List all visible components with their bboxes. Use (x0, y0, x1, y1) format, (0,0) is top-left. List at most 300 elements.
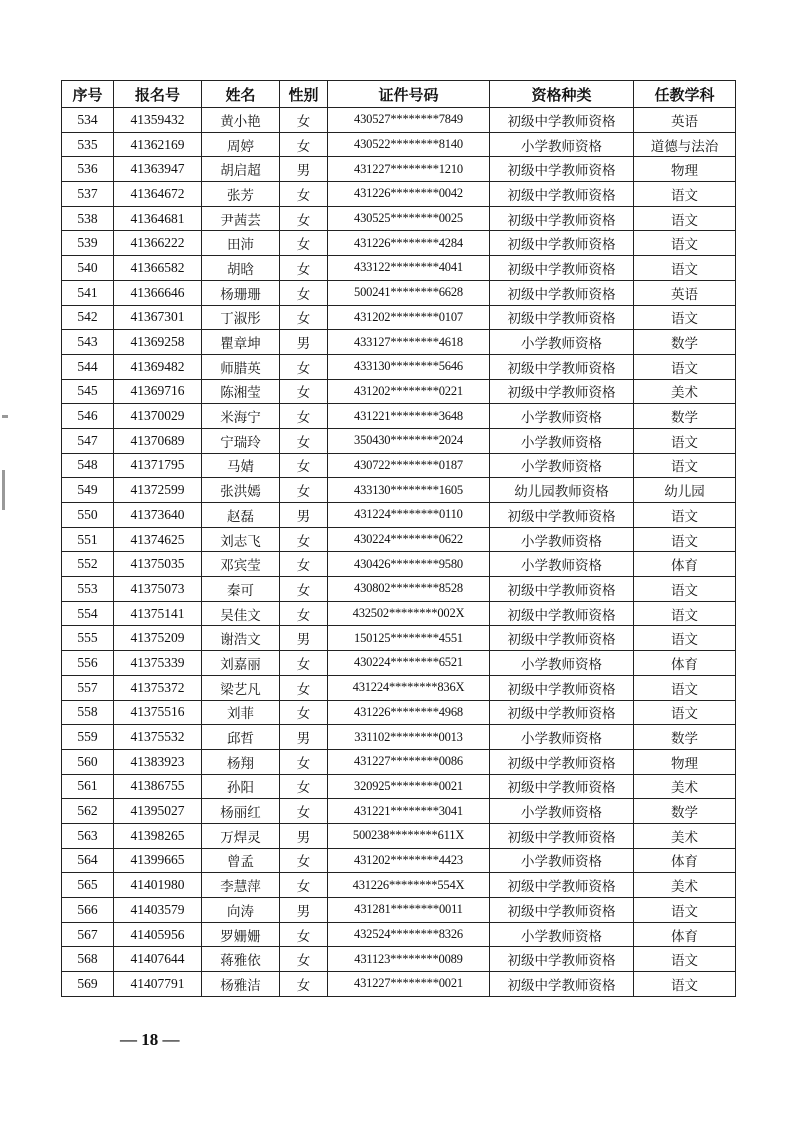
table-row (62, 898, 736, 923)
cell-id-number: 431202********0221 (328, 379, 490, 404)
cell-serial: 548 (62, 453, 114, 478)
cell-subject: 体育 (634, 552, 736, 577)
cell-qualification-type: 初级中学教师资格 (490, 749, 634, 774)
cell-qualification-type: 小学教师资格 (490, 330, 634, 355)
cell-qualification-type: 初级中学教师资格 (490, 823, 634, 848)
table-row (62, 182, 736, 207)
cell-id-number: 430802********8528 (328, 577, 490, 602)
cell-gender: 女 (280, 280, 328, 305)
cell-gender: 女 (280, 774, 328, 799)
cell-qualification-type: 小学教师资格 (490, 848, 634, 873)
cell-name: 尹茜芸 (202, 206, 280, 231)
table-row (62, 157, 736, 182)
cell-id-number: 431227********0021 (328, 972, 490, 997)
cell-qualification-type: 小学教师资格 (490, 404, 634, 429)
cell-subject: 英语 (634, 108, 736, 133)
cell-name: 周婷 (202, 132, 280, 157)
cell-serial: 568 (62, 947, 114, 972)
cell-name: 邓宾莹 (202, 552, 280, 577)
cell-gender: 男 (280, 898, 328, 923)
cell-registration-number: 41374625 (114, 527, 202, 552)
cell-serial: 536 (62, 157, 114, 182)
cell-gender: 女 (280, 972, 328, 997)
cell-name: 邱哲 (202, 725, 280, 750)
cell-name: 杨丽红 (202, 799, 280, 824)
cell-qualification-type: 初级中学教师资格 (490, 379, 634, 404)
cell-subject: 语文 (634, 527, 736, 552)
cell-qualification-type: 初级中学教师资格 (490, 626, 634, 651)
table-row (62, 503, 736, 528)
cell-qualification-type: 初级中学教师资格 (490, 280, 634, 305)
table-row (62, 577, 736, 602)
cell-serial: 547 (62, 428, 114, 453)
cell-registration-number: 41399665 (114, 848, 202, 873)
cell-id-number: 430527********7849 (328, 108, 490, 133)
cell-gender: 女 (280, 478, 328, 503)
scan-margin-mark (2, 415, 8, 418)
cell-id-number: 431224********836X (328, 675, 490, 700)
cell-id-number: 431226********0042 (328, 182, 490, 207)
page-number: — 18 — (120, 1030, 180, 1049)
header-registration-number: 报名号 (114, 81, 202, 108)
cell-qualification-type: 小学教师资格 (490, 922, 634, 947)
cell-qualification-type: 小学教师资格 (490, 132, 634, 157)
cell-serial: 541 (62, 280, 114, 305)
cell-qualification-type: 小学教师资格 (490, 527, 634, 552)
table-row (62, 799, 736, 824)
table-row (62, 231, 736, 256)
cell-registration-number: 41359432 (114, 108, 202, 133)
cell-registration-number: 41366222 (114, 231, 202, 256)
cell-gender: 女 (280, 577, 328, 602)
cell-id-number: 432524********8326 (328, 922, 490, 947)
cell-qualification-type: 初级中学教师资格 (490, 873, 634, 898)
table-row (62, 725, 736, 750)
cell-subject: 体育 (634, 922, 736, 947)
cell-id-number: 431202********4423 (328, 848, 490, 873)
cell-id-number: 431224********0110 (328, 503, 490, 528)
cell-subject: 语文 (634, 231, 736, 256)
cell-name: 瞿章坤 (202, 330, 280, 355)
cell-gender: 男 (280, 330, 328, 355)
cell-serial: 569 (62, 972, 114, 997)
cell-id-number: 430525********0025 (328, 206, 490, 231)
table-row (62, 601, 736, 626)
cell-registration-number: 41407644 (114, 947, 202, 972)
cell-serial: 566 (62, 898, 114, 923)
table-row (62, 108, 736, 133)
table-row (62, 453, 736, 478)
cell-subject: 英语 (634, 280, 736, 305)
cell-registration-number: 41366646 (114, 280, 202, 305)
cell-qualification-type: 小学教师资格 (490, 453, 634, 478)
cell-registration-number: 41407791 (114, 972, 202, 997)
cell-registration-number: 41375209 (114, 626, 202, 651)
cell-gender: 男 (280, 626, 328, 651)
cell-id-number: 431226********554X (328, 873, 490, 898)
cell-qualification-type: 初级中学教师资格 (490, 231, 634, 256)
cell-subject: 语文 (634, 700, 736, 725)
cell-registration-number: 41383923 (114, 749, 202, 774)
cell-qualification-type: 小学教师资格 (490, 428, 634, 453)
header-qualification-type: 资格种类 (490, 81, 634, 108)
cell-name: 梁艺凡 (202, 675, 280, 700)
cell-qualification-type: 初级中学教师资格 (490, 601, 634, 626)
cell-gender: 女 (280, 453, 328, 478)
cell-subject: 物理 (634, 749, 736, 774)
cell-name: 万焊灵 (202, 823, 280, 848)
cell-gender: 女 (280, 651, 328, 676)
header-subject: 任教学科 (634, 81, 736, 108)
cell-qualification-type: 幼儿园教师资格 (490, 478, 634, 503)
cell-serial: 562 (62, 799, 114, 824)
cell-subject: 语文 (634, 947, 736, 972)
table-row (62, 478, 736, 503)
cell-name: 丁淑彤 (202, 305, 280, 330)
cell-id-number: 430722********0187 (328, 453, 490, 478)
cell-subject: 幼儿园 (634, 478, 736, 503)
cell-id-number: 150125********4551 (328, 626, 490, 651)
cell-qualification-type: 初级中学教师资格 (490, 256, 634, 281)
cell-registration-number: 41364672 (114, 182, 202, 207)
cell-qualification-type: 初级中学教师资格 (490, 354, 634, 379)
cell-registration-number: 41395027 (114, 799, 202, 824)
cell-qualification-type: 小学教师资格 (490, 651, 634, 676)
cell-name: 张芳 (202, 182, 280, 207)
cell-gender: 女 (280, 873, 328, 898)
cell-subject: 语文 (634, 305, 736, 330)
cell-id-number: 433130********5646 (328, 354, 490, 379)
table-row (62, 132, 736, 157)
table-row (62, 379, 736, 404)
table-row (62, 651, 736, 676)
cell-subject: 数学 (634, 799, 736, 824)
cell-name: 田沛 (202, 231, 280, 256)
cell-name: 马婧 (202, 453, 280, 478)
cell-id-number: 433122********4041 (328, 256, 490, 281)
table-header-row (62, 81, 736, 108)
cell-qualification-type: 初级中学教师资格 (490, 503, 634, 528)
cell-qualification-type: 初级中学教师资格 (490, 972, 634, 997)
table-row (62, 873, 736, 898)
cell-serial: 557 (62, 675, 114, 700)
table-row (62, 626, 736, 651)
cell-id-number: 331102********0013 (328, 725, 490, 750)
table-row (62, 675, 736, 700)
cell-qualification-type: 初级中学教师资格 (490, 898, 634, 923)
table-row (62, 354, 736, 379)
cell-name: 张洪嫣 (202, 478, 280, 503)
cell-id-number: 432502********002X (328, 601, 490, 626)
cell-subject: 美术 (634, 823, 736, 848)
cell-id-number: 500241********6628 (328, 280, 490, 305)
cell-name: 刘志飞 (202, 527, 280, 552)
table-row (62, 749, 736, 774)
cell-registration-number: 41375035 (114, 552, 202, 577)
table-row (62, 774, 736, 799)
cell-name: 陈湘莹 (202, 379, 280, 404)
cell-subject: 美术 (634, 873, 736, 898)
cell-registration-number: 41386755 (114, 774, 202, 799)
cell-qualification-type: 小学教师资格 (490, 799, 634, 824)
cell-subject: 数学 (634, 330, 736, 355)
cell-id-number: 431227********1210 (328, 157, 490, 182)
cell-gender: 女 (280, 552, 328, 577)
cell-registration-number: 41371795 (114, 453, 202, 478)
cell-gender: 男 (280, 725, 328, 750)
cell-serial: 553 (62, 577, 114, 602)
cell-id-number: 430426********9580 (328, 552, 490, 577)
cell-serial: 556 (62, 651, 114, 676)
cell-gender: 女 (280, 749, 328, 774)
cell-serial: 555 (62, 626, 114, 651)
cell-id-number: 500238********611X (328, 823, 490, 848)
cell-serial: 549 (62, 478, 114, 503)
cell-gender: 女 (280, 354, 328, 379)
cell-serial: 554 (62, 601, 114, 626)
cell-registration-number: 41364681 (114, 206, 202, 231)
cell-qualification-type: 初级中学教师资格 (490, 305, 634, 330)
cell-subject: 体育 (634, 848, 736, 873)
cell-gender: 女 (280, 428, 328, 453)
cell-serial: 540 (62, 256, 114, 281)
cell-name: 蒋雅依 (202, 947, 280, 972)
cell-id-number: 431281********0011 (328, 898, 490, 923)
cell-name: 刘嘉丽 (202, 651, 280, 676)
cell-qualification-type: 初级中学教师资格 (490, 206, 634, 231)
cell-serial: 560 (62, 749, 114, 774)
cell-serial: 565 (62, 873, 114, 898)
cell-subject: 语文 (634, 972, 736, 997)
table-row (62, 404, 736, 429)
cell-name: 米海宁 (202, 404, 280, 429)
cell-qualification-type: 初级中学教师资格 (490, 577, 634, 602)
cell-subject: 语文 (634, 601, 736, 626)
cell-gender: 女 (280, 182, 328, 207)
cell-gender: 女 (280, 231, 328, 256)
cell-registration-number: 41375073 (114, 577, 202, 602)
cell-registration-number: 41373640 (114, 503, 202, 528)
table-row (62, 972, 736, 997)
cell-serial: 552 (62, 552, 114, 577)
cell-id-number: 431202********0107 (328, 305, 490, 330)
cell-id-number: 431227********0086 (328, 749, 490, 774)
cell-gender: 女 (280, 799, 328, 824)
table-row (62, 527, 736, 552)
table-row (62, 823, 736, 848)
table-body (62, 108, 736, 997)
cell-subject: 道德与法治 (634, 132, 736, 157)
cell-name: 向涛 (202, 898, 280, 923)
cell-name: 刘菲 (202, 700, 280, 725)
cell-serial: 537 (62, 182, 114, 207)
cell-subject: 语文 (634, 577, 736, 602)
cell-registration-number: 41375532 (114, 725, 202, 750)
cell-name: 杨珊珊 (202, 280, 280, 305)
cell-gender: 女 (280, 700, 328, 725)
cell-registration-number: 41401980 (114, 873, 202, 898)
cell-subject: 美术 (634, 774, 736, 799)
cell-id-number: 433127********4618 (328, 330, 490, 355)
table-row (62, 947, 736, 972)
cell-serial: 545 (62, 379, 114, 404)
cell-gender: 女 (280, 404, 328, 429)
cell-subject: 语文 (634, 675, 736, 700)
cell-registration-number: 41362169 (114, 132, 202, 157)
cell-subject: 语文 (634, 206, 736, 231)
cell-name: 秦可 (202, 577, 280, 602)
cell-gender: 男 (280, 503, 328, 528)
cell-subject: 语文 (634, 428, 736, 453)
cell-registration-number: 41363947 (114, 157, 202, 182)
cell-subject: 语文 (634, 453, 736, 478)
cell-gender: 女 (280, 601, 328, 626)
cell-subject: 语文 (634, 626, 736, 651)
cell-name: 孙阳 (202, 774, 280, 799)
cell-subject: 数学 (634, 725, 736, 750)
cell-gender: 女 (280, 132, 328, 157)
cell-name: 杨翔 (202, 749, 280, 774)
header-name: 姓名 (202, 81, 280, 108)
header-gender: 性别 (280, 81, 328, 108)
cell-gender: 男 (280, 823, 328, 848)
table-row (62, 305, 736, 330)
cell-name: 曾孟 (202, 848, 280, 873)
cell-qualification-type: 初级中学教师资格 (490, 108, 634, 133)
cell-registration-number: 41372599 (114, 478, 202, 503)
cell-id-number: 433130********1605 (328, 478, 490, 503)
cell-name: 胡启超 (202, 157, 280, 182)
cell-serial: 535 (62, 132, 114, 157)
registration-table (61, 80, 736, 997)
scan-margin-mark (2, 470, 5, 510)
cell-serial: 558 (62, 700, 114, 725)
table-row (62, 700, 736, 725)
cell-gender: 女 (280, 379, 328, 404)
cell-registration-number: 41370689 (114, 428, 202, 453)
table-row (62, 428, 736, 453)
cell-subject: 物理 (634, 157, 736, 182)
cell-registration-number: 41367301 (114, 305, 202, 330)
cell-gender: 女 (280, 947, 328, 972)
cell-id-number: 431226********4284 (328, 231, 490, 256)
cell-registration-number: 41369716 (114, 379, 202, 404)
cell-id-number: 431221********3648 (328, 404, 490, 429)
cell-qualification-type: 初级中学教师资格 (490, 157, 634, 182)
cell-registration-number: 41398265 (114, 823, 202, 848)
table-row (62, 330, 736, 355)
cell-subject: 语文 (634, 354, 736, 379)
table-row (62, 922, 736, 947)
cell-registration-number: 41403579 (114, 898, 202, 923)
table-row (62, 280, 736, 305)
cell-subject: 数学 (634, 404, 736, 429)
cell-name: 师腊英 (202, 354, 280, 379)
cell-id-number: 430224********6521 (328, 651, 490, 676)
cell-serial: 543 (62, 330, 114, 355)
cell-name: 赵磊 (202, 503, 280, 528)
cell-id-number: 431226********4968 (328, 700, 490, 725)
cell-subject: 美术 (634, 379, 736, 404)
cell-gender: 女 (280, 305, 328, 330)
table-row (62, 848, 736, 873)
cell-registration-number: 41369482 (114, 354, 202, 379)
cell-registration-number: 41366582 (114, 256, 202, 281)
cell-serial: 567 (62, 922, 114, 947)
cell-serial: 551 (62, 527, 114, 552)
cell-qualification-type: 初级中学教师资格 (490, 675, 634, 700)
cell-gender: 女 (280, 675, 328, 700)
cell-serial: 563 (62, 823, 114, 848)
cell-qualification-type: 初级中学教师资格 (490, 182, 634, 207)
cell-gender: 男 (280, 157, 328, 182)
cell-name: 杨雅洁 (202, 972, 280, 997)
cell-registration-number: 41370029 (114, 404, 202, 429)
cell-qualification-type: 初级中学教师资格 (490, 700, 634, 725)
cell-registration-number: 41375141 (114, 601, 202, 626)
cell-qualification-type: 初级中学教师资格 (490, 774, 634, 799)
cell-serial: 534 (62, 108, 114, 133)
cell-registration-number: 41375372 (114, 675, 202, 700)
cell-registration-number: 41375339 (114, 651, 202, 676)
cell-serial: 564 (62, 848, 114, 873)
cell-name: 谢浩文 (202, 626, 280, 651)
cell-serial: 538 (62, 206, 114, 231)
cell-subject: 语文 (634, 256, 736, 281)
cell-name: 黄小艳 (202, 108, 280, 133)
cell-serial: 539 (62, 231, 114, 256)
cell-serial: 544 (62, 354, 114, 379)
table-row (62, 206, 736, 231)
cell-registration-number: 41405956 (114, 922, 202, 947)
table-row (62, 552, 736, 577)
table-row (62, 256, 736, 281)
cell-serial: 542 (62, 305, 114, 330)
cell-serial: 561 (62, 774, 114, 799)
cell-subject: 语文 (634, 898, 736, 923)
cell-id-number: 431221********3041 (328, 799, 490, 824)
cell-serial: 546 (62, 404, 114, 429)
cell-gender: 女 (280, 256, 328, 281)
cell-name: 李慧萍 (202, 873, 280, 898)
cell-subject: 语文 (634, 182, 736, 207)
cell-name: 胡晗 (202, 256, 280, 281)
cell-id-number: 431123********0089 (328, 947, 490, 972)
cell-gender: 女 (280, 108, 328, 133)
cell-id-number: 430522********8140 (328, 132, 490, 157)
cell-registration-number: 41369258 (114, 330, 202, 355)
cell-registration-number: 41375516 (114, 700, 202, 725)
cell-name: 宁瑞玲 (202, 428, 280, 453)
cell-gender: 女 (280, 527, 328, 552)
cell-id-number: 350430********2024 (328, 428, 490, 453)
cell-name: 罗姗姗 (202, 922, 280, 947)
cell-qualification-type: 初级中学教师资格 (490, 947, 634, 972)
cell-qualification-type: 小学教师资格 (490, 725, 634, 750)
cell-serial: 559 (62, 725, 114, 750)
cell-subject: 体育 (634, 651, 736, 676)
cell-gender: 女 (280, 922, 328, 947)
cell-subject: 语文 (634, 503, 736, 528)
header-serial: 序号 (62, 81, 114, 108)
header-id-number: 证件号码 (328, 81, 490, 108)
cell-qualification-type: 小学教师资格 (490, 552, 634, 577)
cell-id-number: 430224********0622 (328, 527, 490, 552)
cell-id-number: 320925********0021 (328, 774, 490, 799)
cell-name: 吴佳文 (202, 601, 280, 626)
cell-gender: 女 (280, 206, 328, 231)
cell-serial: 550 (62, 503, 114, 528)
